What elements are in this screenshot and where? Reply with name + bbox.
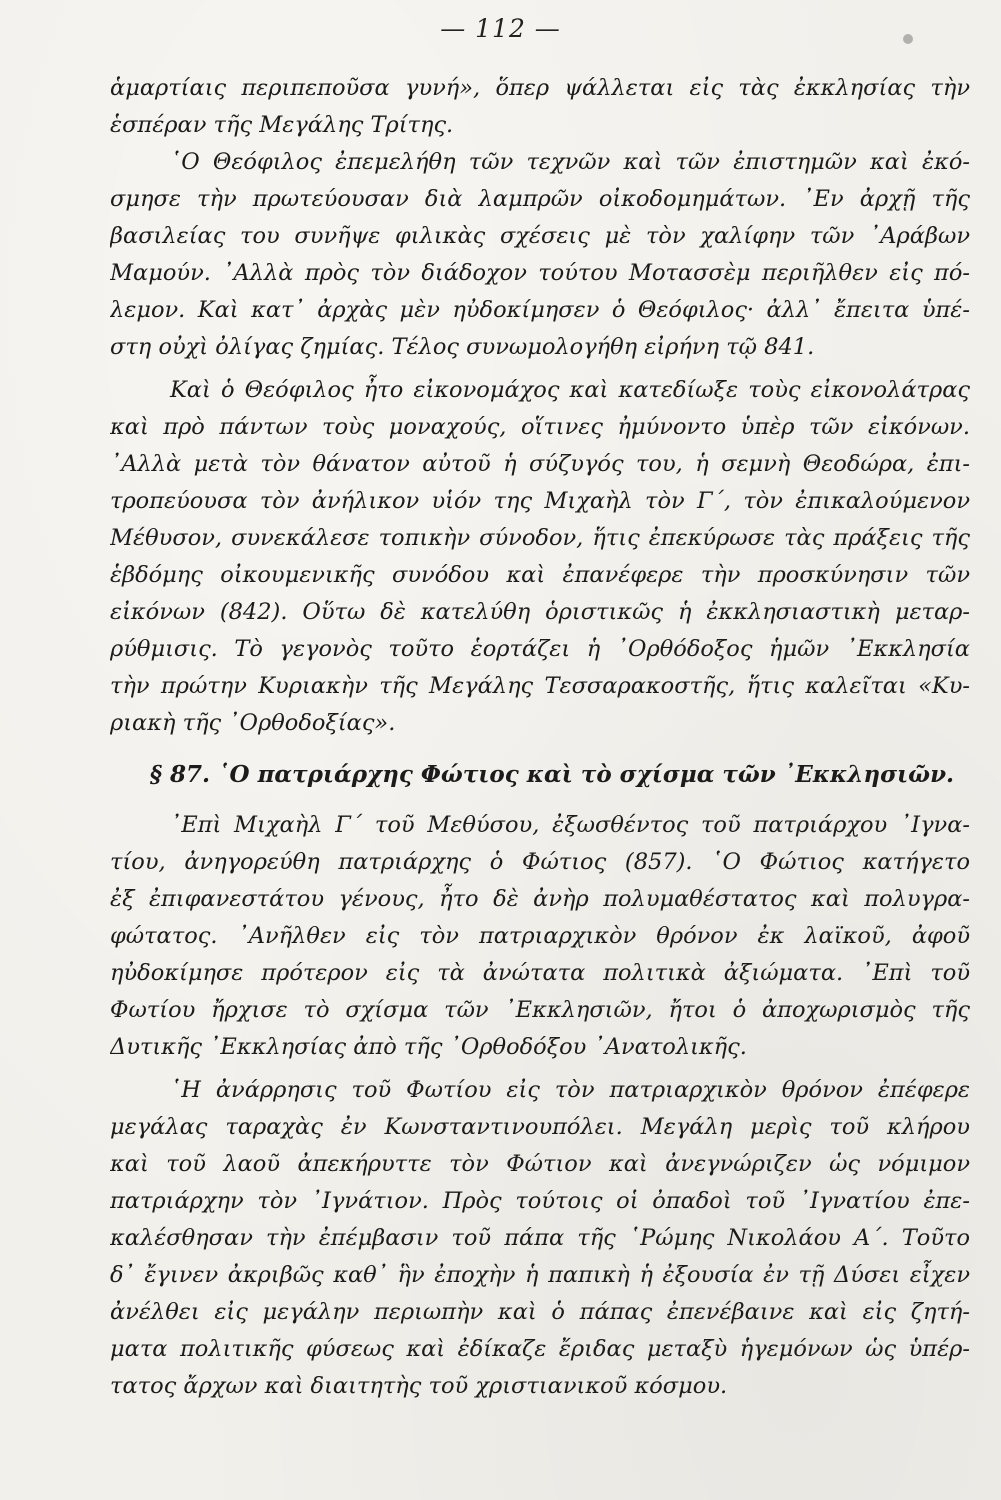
text-line: πατριάρχην τὸν ᾿Ιγνάτιον. Πρὸς τούτοις οἱ ὀπαδοὶ τοῦ ᾿Ιγνατίου ἐπε- <box>110 1188 970 1214</box>
text-line: Φωτίου ἤρχισε τὸ σχίσμα τῶν ᾿Εκκλησιῶν, ἤτοι ὁ ἀποχωρισμὸς τῆς <box>110 997 970 1023</box>
text-line: καὶ τοῦ λαοῦ ἀπεκήρυττε τὸν Φώτιον καὶ ἀνεγνώριζεν ὡς νόμιμον <box>110 1151 970 1177</box>
text-line: τροπεύουσα τὸν ἀνήλικον υἱόν της Μιχαὴλ τὸν Γ΄, τὸν ἐπικαλούμενον <box>110 488 970 514</box>
text-line: τατος ἄρχων καὶ διαιτητὴς τοῦ χριστιανικοῦ κόσμου. <box>110 1373 728 1399</box>
text-line: ηὐδοκίμησε πρότερον εἰς τὰ ἀνώτατα πολιτικὰ ἀξιώματα. ᾿Επὶ τοῦ <box>110 960 970 986</box>
paragraph-1 <box>110 70 970 366</box>
text-line: ἁμαρτίαις περιπεποῦσα γυνή», ὅπερ ψάλλεται εἰς τὰς ἐκκλησίας τὴν <box>110 75 970 101</box>
text-line: φώτατος. ᾿Ανῆλθεν εἰς τὸν πατριαρχικὸν θρόνον ἐκ λαϊκοῦ, ἀφοῦ <box>110 923 970 949</box>
text-line: μεγάλας ταραχὰς ἐν Κωνσταντινουπόλει. Μεγάλη μερὶς τοῦ κλήρου <box>110 1114 970 1140</box>
text-line: ἐξ ἐπιφανεστάτου γένους, ἦτο δὲ ἀνὴρ πολυμαθέστατος καὶ πολυγρα- <box>110 886 970 912</box>
text-line: ριακὴ τῆς ᾿Ορθοδοξίας». <box>110 710 396 736</box>
text-line: Μέθυσον, συνεκάλεσε τοπικὴν σύνοδον, ἥτις ἐπεκύρωσε τὰς πράξεις τῆς <box>110 525 970 551</box>
text-line: ἑβδόμης οἰκουμενικῆς συνόδου καὶ ἐπανέφερε τὴν προσκύνησιν τῶν <box>110 562 970 588</box>
paragraph-3 <box>110 807 970 1066</box>
text-line: ρύθμισις. Τὸ γεγονὸς τοῦτο ἑορτάζει ἡ ᾿Ορθόδοξος ἡμῶν ᾿Εκκλησία <box>110 636 970 662</box>
text-line: καὶ πρὸ πάντων τοὺς μοναχούς, οἵτινες ἠμύνοντο ὑπὲρ τῶν εἰκόνων. <box>110 414 970 440</box>
body-text <box>110 70 970 1405</box>
text-line: εἰκόνων (842). Οὕτω δὲ κατελύθη ὁριστικῶς ἡ ἐκκλησιαστικὴ μεταρ- <box>110 599 970 625</box>
text-line: ματα πολιτικῆς φύσεως καὶ ἐδίκαζε ἔριδας μεταξὺ ἡγεμόνων ὡς ὑπέρ- <box>110 1336 970 1362</box>
text-line: βασιλείας του συνῆψε φιλικὰς σχέσεις μὲ τὸν χαλίφην τῶν ᾿Αράβων <box>110 223 970 249</box>
text-line: καλέσθησαν τὴν ἐπέμβασιν τοῦ πάπα τῆς ῾Ρώμης Νικολάου Α΄. Τοῦτο <box>110 1225 970 1251</box>
text-line: ᾿Αλλὰ μετὰ τὸν θάνατον αὐτοῦ ἡ σύζυγός του, ἡ σεμνὴ Θεοδώρα, ἐπι- <box>110 451 970 477</box>
text-line: Δυτικῆς ᾿Εκκλησίας ἀπὸ τῆς ᾿Ορθοδόξου ᾿Ανατολικῆς. <box>110 1034 747 1060</box>
text-line: Καὶ ὁ Θεόφιλος ἦτο εἰκονομάχος καὶ κατεδίωξε τοὺς εἰκονολάτρας <box>170 377 970 403</box>
text-line: σμησε τὴν πρωτεύουσαν διὰ λαμπρῶν οἰκοδομημάτων. ᾿Εν ἀρχῇ τῆς <box>110 186 970 212</box>
text-line: ᾿Επὶ Μιχαὴλ Γ΄ τοῦ Μεθύσου, ἐξωσθέντος τοῦ πατριάρχου ᾿Ιγνα- <box>170 812 970 838</box>
text-line: δ᾿ ἔγινεν ἀκριβῶς καθ᾿ ἣν ἐποχὴν ἡ παπικὴ ἡ ἐξουσία ἐν τῇ Δύσει εἶχεν <box>110 1262 970 1288</box>
paragraph-4 <box>110 1072 970 1405</box>
text-line: λεμον. Καὶ κατ᾿ ἀρχὰς μὲν ηὐδοκίμησεν ὁ Θεόφιλος· ἀλλ᾿ ἔπειτα ὑπέ- <box>110 297 970 323</box>
text-line: τὴν πρώτην Κυριακὴν τῆς Μεγάλης Τεσσαρακοστῆς, ἥτις καλεῖται «Κυ- <box>110 673 970 699</box>
text-line: τίου, ἀνηγορεύθη πατριάρχης ὁ Φώτιος (857). ῾Ο Φώτιος κατήγετο <box>110 849 970 875</box>
text-line: ῾Η ἀνάρρησις τοῦ Φωτίου εἰς τὸν πατριαρχικὸν θρόνον ἐπέφερε <box>170 1077 970 1103</box>
page-number: — 112 — <box>440 14 561 43</box>
text-line: στη οὐχὶ ὀλίγας ζημίας. Τέλος συνωμολογήθη εἰρήνη τῷ 841. <box>110 334 815 360</box>
text-line: ἑσπέραν τῆς Μεγάλης Τρίτης. <box>110 112 454 138</box>
paragraph-2 <box>110 372 970 742</box>
section-heading: § 87. ῾Ο πατριάρχης Φώτιος καὶ τὸ σχίσμα τῶν ᾿Εκκλησιῶν. <box>150 761 955 788</box>
text-line: ἀνέλθει εἰς μεγάλην περιωπὴν καὶ ὁ πάπας ἐπενέβαινε καὶ εἰς ζητή- <box>110 1299 970 1325</box>
text-line: Μαμούν. ᾿Αλλὰ πρὸς τὸν διάδοχον τούτου Μοτασσὲμ περιῆλθεν εἰς πό- <box>110 260 970 286</box>
text-line: ῾Ο Θεόφιλος ἐπεμελήθη τῶν τεχνῶν καὶ τῶν ἐπιστημῶν καὶ ἐκό- <box>170 149 970 175</box>
